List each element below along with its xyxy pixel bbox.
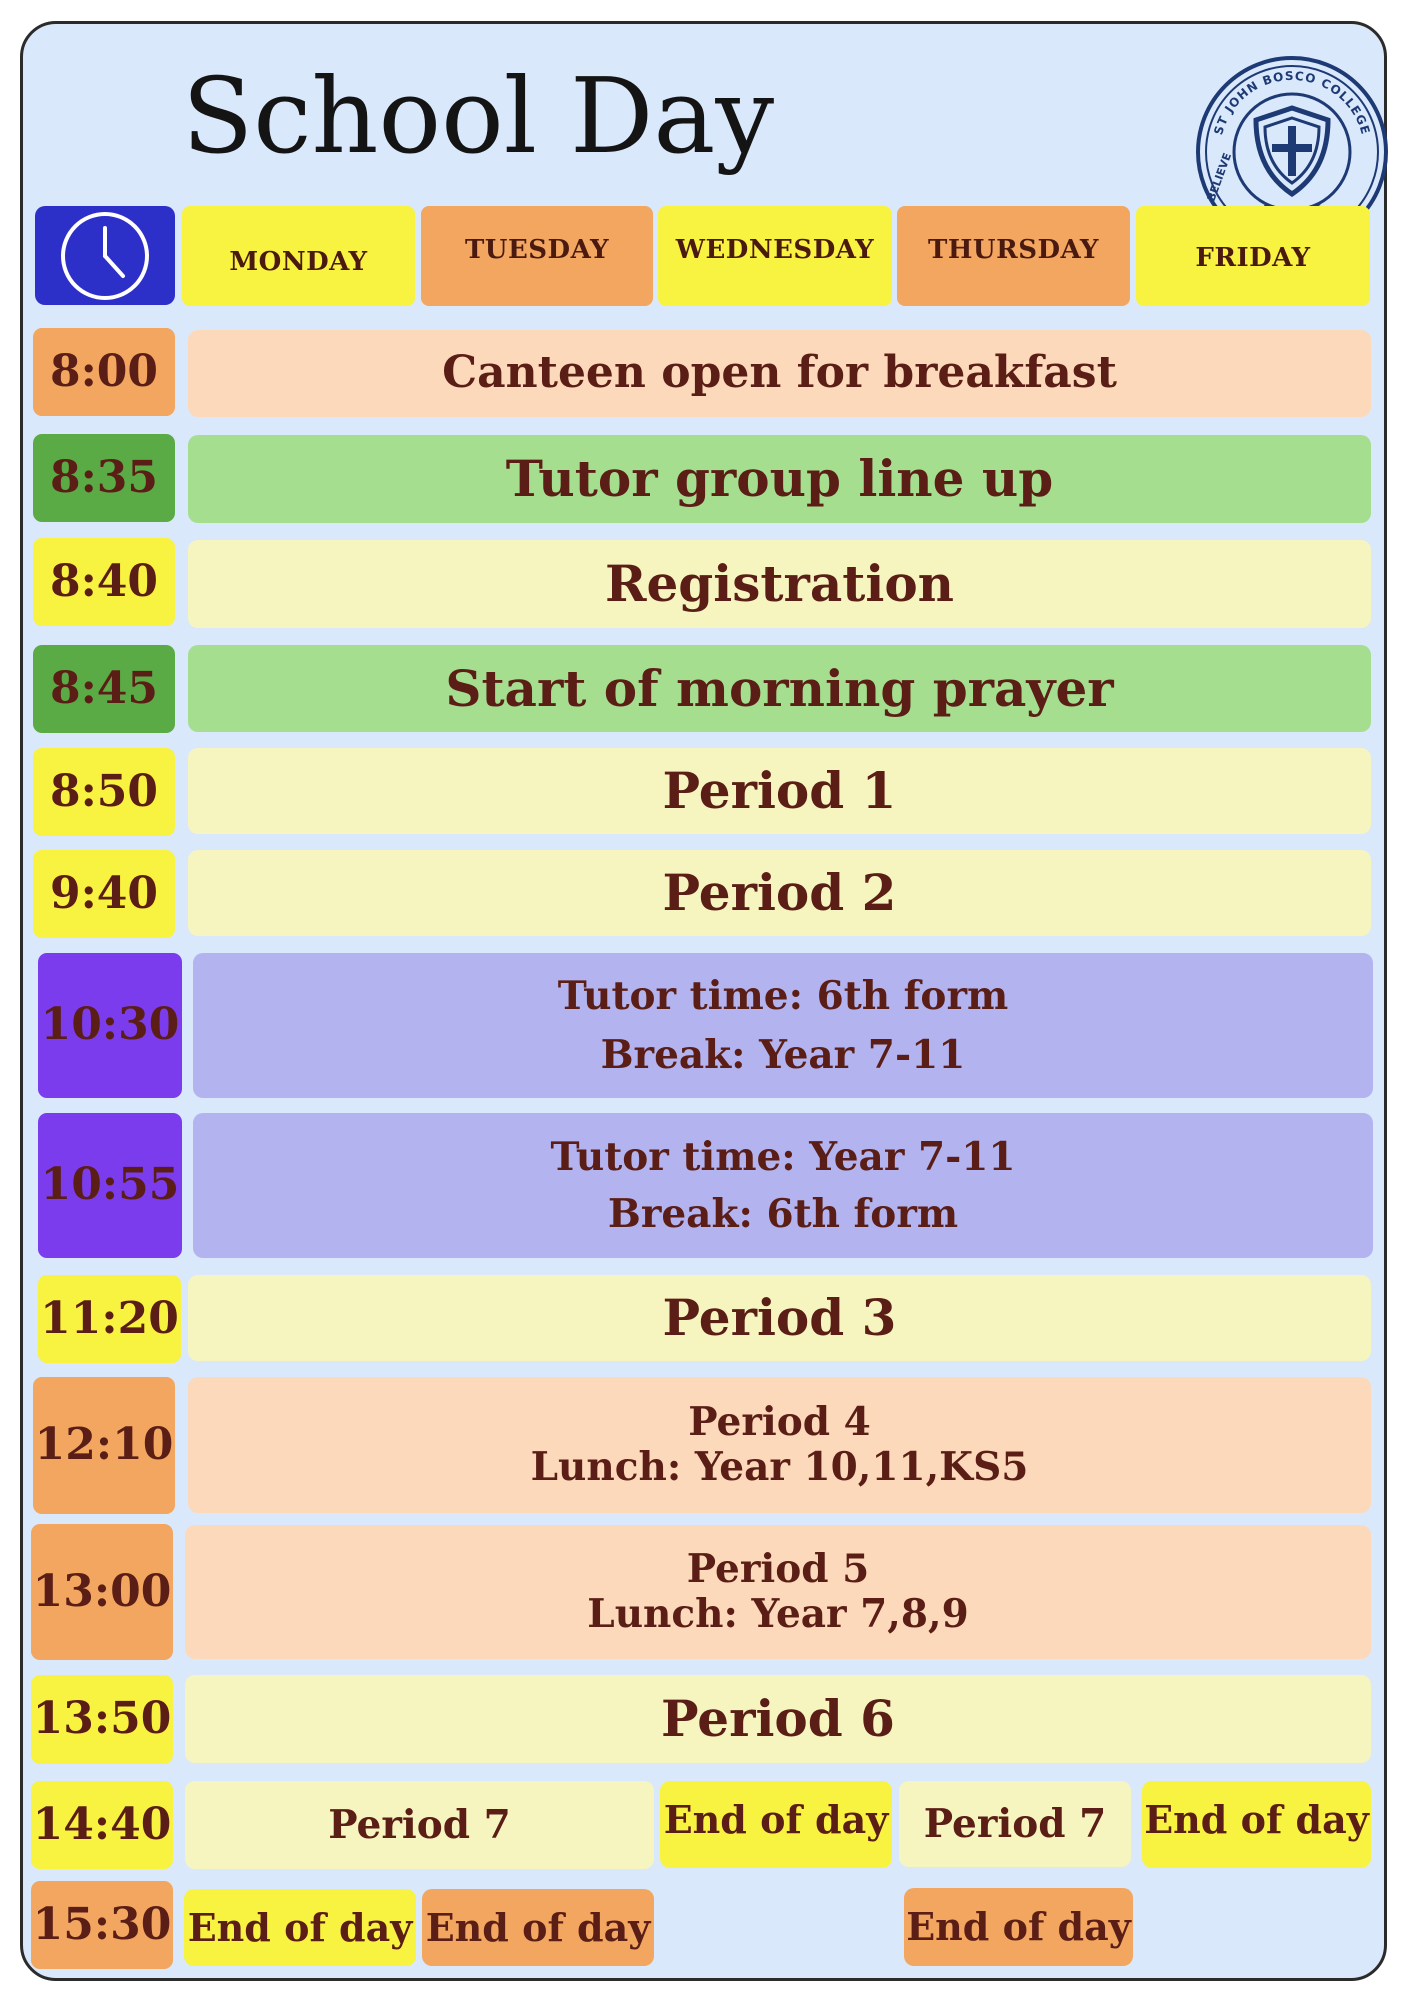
time-label: 9:40 (33, 850, 175, 938)
activity-cell: Period 2 (188, 850, 1371, 936)
time-label: 10:55 (38, 1113, 182, 1258)
activity-cell (188, 1377, 1371, 1513)
activity-cell-wednesday: End of day (660, 1781, 892, 1868)
time-label: 8:40 (33, 538, 175, 626)
day-header-thursday: THURSDAY (897, 206, 1130, 306)
time-label: 8:45 (33, 645, 175, 733)
activity-cell: Canteen open for breakfast (188, 330, 1371, 417)
activity-cell (185, 1525, 1371, 1659)
activity-cell: Registration (188, 540, 1371, 628)
activity-line: Tutor time: 6th form (557, 972, 1009, 1019)
activity-cell: Period 1 (188, 748, 1371, 834)
day-header-friday: FRIDAY (1136, 206, 1370, 306)
time-label: 12:10 (33, 1377, 175, 1514)
activity-cell-mon-tue: Period 7 (185, 1781, 654, 1869)
day-header-tuesday: TUESDAY (421, 206, 653, 306)
time-label: 8:00 (33, 328, 175, 416)
seal-left-text: BELIEVE (1204, 151, 1235, 204)
activity-cell: Start of morning prayer (188, 645, 1371, 732)
activity-cell: Period 6 (185, 1675, 1371, 1763)
time-label: 11:20 (38, 1275, 181, 1363)
activity-cell-thursday: End of day (904, 1888, 1133, 1966)
activity-line: Tutor time: Year 7-11 (550, 1133, 1016, 1180)
time-label: 10:30 (38, 953, 182, 1098)
page-title: School Day (182, 55, 775, 177)
activity-line: Lunch: Year 10,11,KS5 (530, 1444, 1029, 1490)
clock-header-cell (35, 206, 175, 305)
day-header-wednesday: WEDNESDAY (658, 206, 892, 306)
activity-cell: Period 3 (188, 1275, 1371, 1361)
activity-line: Break: Year 7-11 (600, 1031, 966, 1078)
time-label: 8:35 (33, 434, 175, 522)
time-label: 13:50 (31, 1675, 173, 1764)
activity-line: Period 4 (688, 1399, 871, 1446)
activity-line: Period 5 (686, 1546, 870, 1593)
activity-cell-thursday: Period 7 (899, 1781, 1131, 1867)
time-label: 15:30 (31, 1881, 173, 1969)
activity-cell-tuesday: End of day (422, 1889, 654, 1966)
activity-cell-friday: End of day (1142, 1781, 1371, 1868)
activity-line: Lunch: Year 7,8,9 (587, 1591, 969, 1637)
activity-cell (193, 953, 1373, 1098)
day-header-monday: MONDAY (182, 206, 415, 306)
activity-cell (193, 1113, 1373, 1258)
activity-cell: Tutor group line up (188, 435, 1371, 523)
time-label: 8:50 (33, 748, 175, 836)
time-label: 13:00 (31, 1524, 173, 1660)
clock-icon (57, 208, 153, 304)
activity-cell-monday: End of day (184, 1889, 416, 1966)
seal-top-text: ST JOHN BOSCO COLLEGE (1211, 68, 1373, 137)
time-label: 14:40 (31, 1781, 173, 1869)
activity-line: Break: 6th form (607, 1190, 959, 1237)
